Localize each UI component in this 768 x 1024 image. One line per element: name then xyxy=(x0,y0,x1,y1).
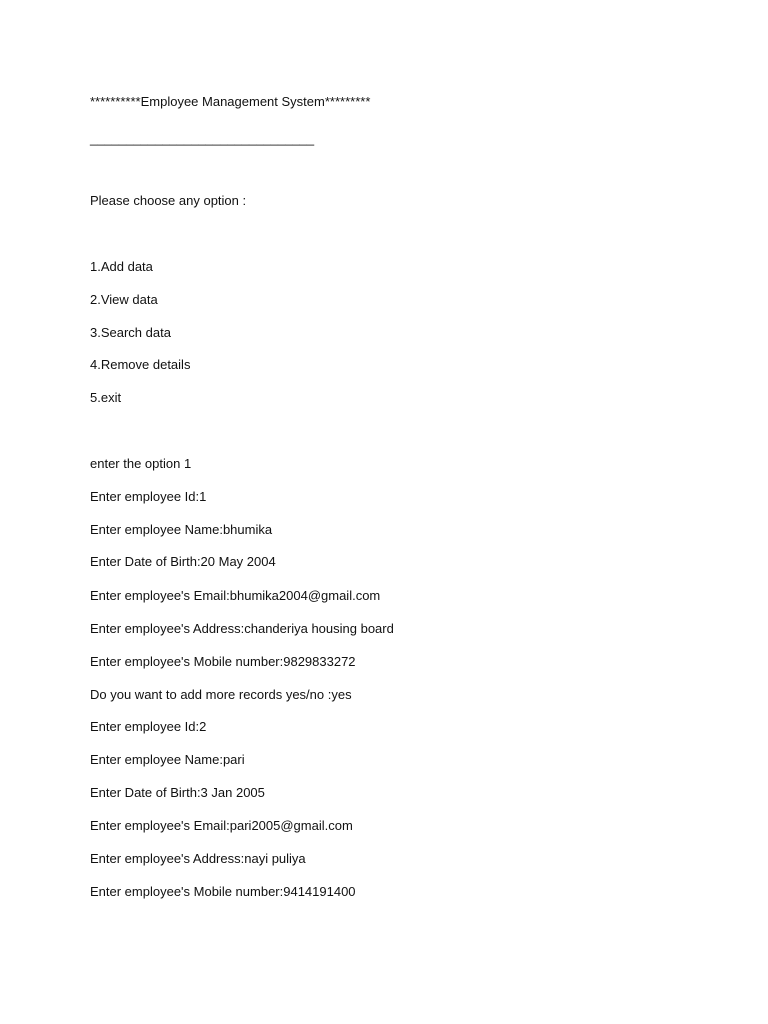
session-line: Enter employee's Mobile number:9414191400 xyxy=(90,884,356,899)
menu-item-view-data: 2.View data xyxy=(90,292,158,307)
session-line: Enter employee's Email:pari2005@gmail.com xyxy=(90,818,353,833)
session-line: Enter employee's Address:nayi puliya xyxy=(90,851,306,866)
menu-item-add-data: 1.Add data xyxy=(90,259,153,274)
session-line: Do you want to add more records yes/no :yes xyxy=(90,687,352,702)
menu-item-remove-details: 4.Remove details xyxy=(90,357,191,372)
session-line: enter the option 1 xyxy=(90,456,192,471)
menu-item-search-data: 3.Search data xyxy=(90,325,171,340)
menu-item-exit: 5.exit xyxy=(90,390,122,405)
session-line: Enter employee's Email:bhumika2004@gmail.com xyxy=(90,588,381,603)
session-line: Enter employee Id:2 xyxy=(90,719,207,734)
menu-prompt: Please choose any option : xyxy=(90,193,247,208)
session-line: Enter employee's Address:chanderiya housing board xyxy=(90,621,394,636)
session-line: Enter Date of Birth:20 May 2004 xyxy=(90,554,276,569)
session-line: Enter employee Name:bhumika xyxy=(90,522,273,537)
session-line: Enter Date of Birth:3 Jan 2005 xyxy=(90,785,265,800)
session-line: Enter employee Name:pari xyxy=(90,752,245,767)
document-title: **********Employee Management System********* xyxy=(90,94,371,109)
title-separator: _______________________________ xyxy=(90,131,315,146)
session-line: Enter employee's Mobile number:9829833272 xyxy=(90,654,356,669)
session-line: Enter employee Id:1 xyxy=(90,489,207,504)
